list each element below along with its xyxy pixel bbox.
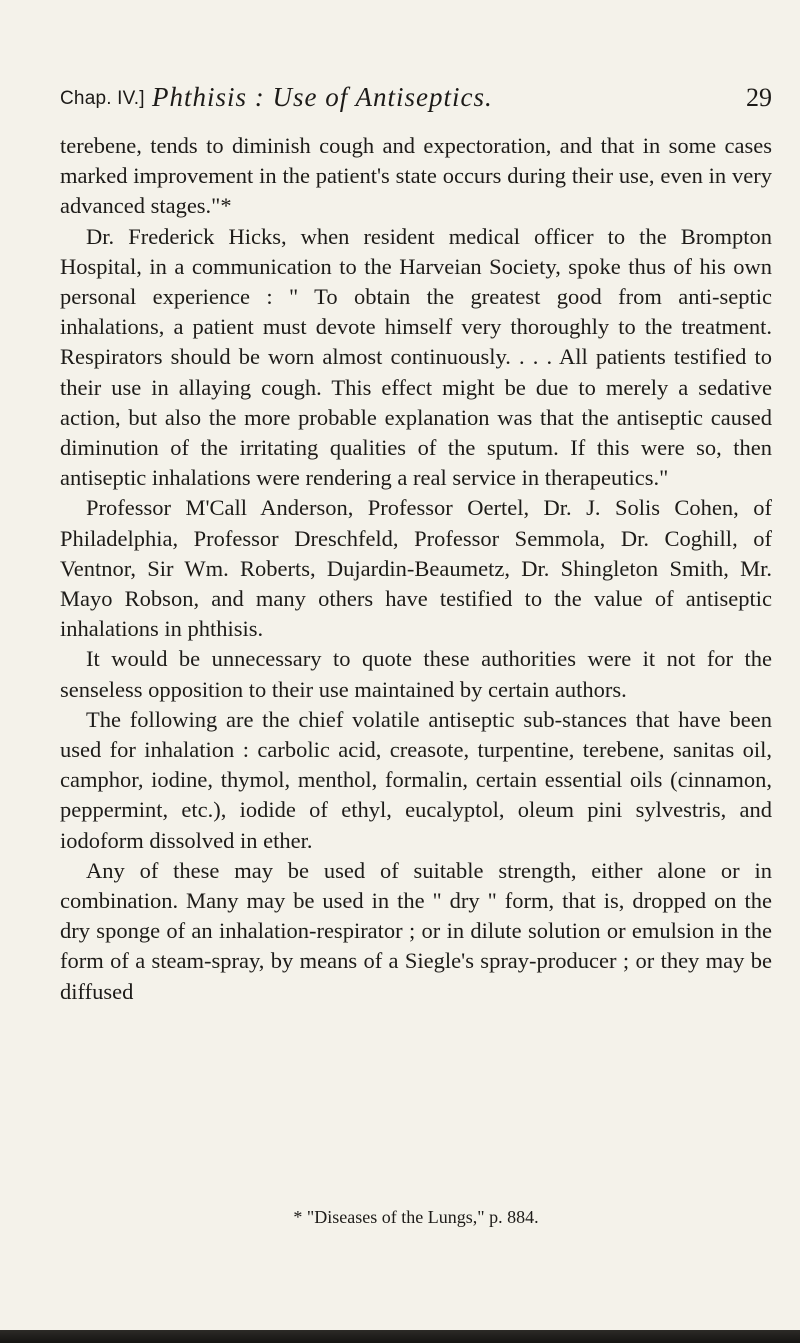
paragraph-usage: Any of these may be used of suitable strength, either alone or in combination. Many may be used in the " dry " form, that is, dropped on the dry sponge of an inhalation-respirator ; or in dilute solution or emulsion in the form of a steam-spray, by means of a Siegle's spray-producer ; or they may be diffused xyxy=(60,857,772,1004)
paragraph-opposition: It would be unnecessary to quote these authorities were it not for the senseless opposition to their use maintained by certain authors. xyxy=(60,646,772,702)
page-bottom-edge xyxy=(0,1330,800,1343)
paragraph-substances: The following are the chief volatile antiseptic sub-stances that have been used for inhalation : carbolic acid, creasote, turpentine, terebene, sanitas oil, camphor, iodine, thymol, menthol, formalin, certain essential oils (cinnamon, peppermint, etc.), iodide of ethyl, eucalyptol, oleum pini sylvestris, and iodoform dissolved in ether. xyxy=(60,706,772,853)
paragraph-hicks: Dr. Frederick Hicks, when resident medical officer to the Brompton Hospital, in a communication to the Harveian Society, spoke thus of his own personal experience : " To obtain the greatest good from anti-septic inhalations, a patient must devote himself very thoroughly to the treatment. Respirators should be worn almost continuously. . . . All patients testified to their use in allaying cough. This effect might be due to merely a sedative action, but also the more probable explanation was that the antiseptic caused diminution of the irritating qualities of the sputum. If this were so, then antiseptic inhalations were rendering a real service in therapeutics." xyxy=(60,223,772,491)
running-title: Phthisis : Use of Antiseptics. xyxy=(152,82,493,112)
page-number: 29 xyxy=(746,83,772,112)
paragraph-continued: terebene, tends to diminish cough and expectoration, and that in some cases marked improvement in the patient's state occurs during their use, even in very advanced stages."* xyxy=(60,133,772,219)
running-header xyxy=(60,82,772,122)
paragraph-authorities: Professor M'Call Anderson, Professor Oertel, Dr. J. Solis Cohen, of Philadelphia, Professor Dreschfeld, Professor Semmola, Dr. Coghill, of Ventnor, Sir Wm. Roberts, Dujardin-Beaumetz, Dr. Shingleton Smith, Mr. Mayo Robson, and many others have testified to the value of antiseptic inhalations in phthisis. xyxy=(60,495,772,642)
chapter-label: Chap. IV.] xyxy=(60,88,145,109)
body-text xyxy=(60,131,772,1007)
footnote: * "Diseases of the Lungs," p. 884. xyxy=(293,1207,539,1227)
